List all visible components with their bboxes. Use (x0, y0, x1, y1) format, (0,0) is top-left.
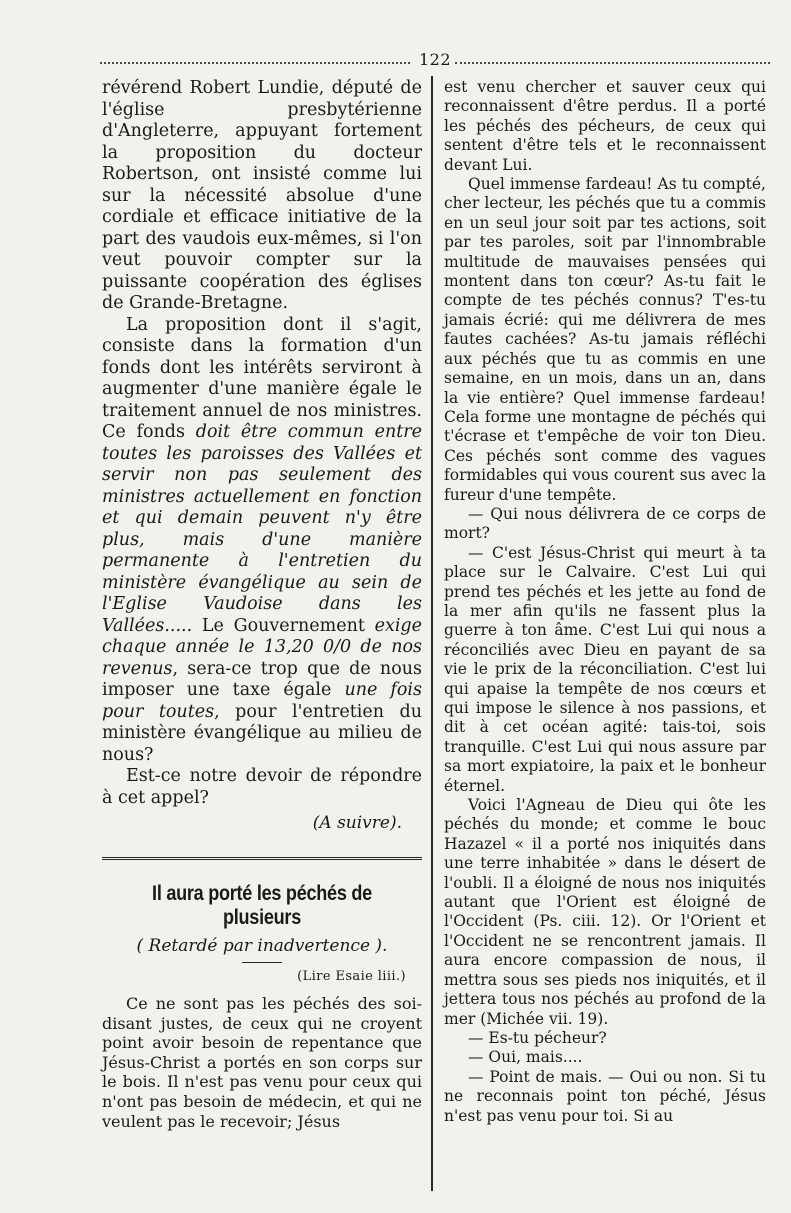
italic-run: exige chaque année le 13,20 0/0 de nos revenus (102, 615, 422, 679)
left-column (102, 78, 422, 1131)
text-run: , sera-ce trop que de nous imposer une taxe égale (102, 658, 422, 700)
paragraph: Voici l'Agneau de Dieu qui ôte les péchés du monde; et comme le bouc Hazazel « il a porté nos iniquités dans une terre inhabitée » dans le désert de l'oubli. Il a éloigné de nous nos iniquités autant que l'Orient est éloigné de l'Occident (Ps. ciii. 12). Or l'Orient et l'Occident ne se rencontrent jamais. Il aura encore compassion de nous, il mettra sous ses pieds nos iniquités, et il jettera tous nos péchés au profond de la mer (Michée vii. 19). (444, 796, 766, 1028)
italic-run: doit être commun entre toutes les paroisses des Vallées et servir non pas seulement des ministres actuellement en fonction et qui demain peuvent n'y être plus, mais d'une manière permanente à l'entretien du ministère évangélique au sein de l'Eglise Vaudoise dans les Vallées..... (102, 422, 422, 636)
text-run: Le Gouvernement (192, 615, 375, 636)
paragraph: Ce ne sont pas les péchés des soi-disant justes, de ceux qui ne croyent point avoir besoin de repentance que Jésus-Christ a portés en son corps sur le bois. Il n'est pas venu pour ceux qui n'ont pas besoin de médecin, et qui ne veulent pas le recevoir; Jésus (102, 994, 422, 1131)
paragraph: — Qui nous délivrera de ce corps de mort? (444, 504, 766, 543)
header-ornament-right (455, 58, 770, 64)
italic-run: une fois pour toutes (102, 680, 422, 722)
header-ornament-left (100, 58, 410, 64)
article-title: Il aura porté les péchés de plusieurs (152, 882, 372, 929)
paragraph: est venu chercher et sauver ceux qui reconnaissent d'être perdus. Il a porté les péchés des pécheurs, de ceux qui sentent d'être tels et le reconnaissent devant Lui. (444, 78, 766, 174)
scripture-reference: (Lire Esaie liii.) (297, 969, 406, 984)
paragraph: révérend Robert Lundie, député de l'église presbytérienne d'Angleterre, appuyant fortement la proposition du docteur Robertson, ont insisté comme lui sur la nécessité absolue d'une cordiale et efficace initiative de la part des vaudois eux-mêmes, si l'on veut pouvoir compter sur la puissante coopération des églises de Grande-Bretagne. (102, 78, 422, 313)
right-column (444, 78, 766, 1126)
paragraph: — Es-tu pécheur? (468, 1028, 607, 1047)
section-divider (102, 857, 422, 860)
article-body (102, 994, 422, 1131)
page-header (100, 50, 770, 70)
paragraph: — Point de mais. — Oui ou non. Si tu ne reconnais point ton péché, Jésus n'est pas venu pour toi. Si au (444, 1067, 766, 1125)
text-run: , pour l'entretien du ministère évangélique au milieu de nous? (102, 701, 422, 765)
paragraph: Est-ce notre devoir de répondre à cet appel? (102, 766, 422, 808)
paragraph: — Oui, mais.... (468, 1048, 583, 1067)
paragraph: — C'est Jésus-Christ qui meurt à ta place sur le Calvaire. C'est Lui qui prend tes péchés et les jette au fond de la mer afin qu'ils ne fassent plus la guerre à ton âme. C'est Lui qui nous a réconciliés avec Dieu en payant de sa vie le prix de la réconciliation. C'est lui qui apaise la tempête de nos cœurs et qui impose le silence à nos passions, et dit à cet océan agité: tais-toi, sois tranquille. C'est Lui qui nous assure par sa mort expiatoire, la paix et le bonheur éternel. (444, 543, 766, 795)
title-rule (242, 962, 282, 963)
paragraph: Quel immense fardeau! As tu compté, cher lecteur, les péchés que tu a commis en un seul jour soit par tes actions, soit par tes paroles, soit par l'innombrable multitude de mauvaises pensées qui montent dans ton cœur? As-tu fait le compte de tes péchés connus? T'es-tu jamais écrié: qui me délivrera de mes fautes cachées? As-tu jamais réfléchi aux péchés que tu as commis en une semaine, en un mois, dans un an, dans la vie entière? Quel immense fardeau! Cela forme une montagne de péchés qui t'écrase et t'empêche de voir ton Dieu. Ces péchés sont comme des vagues formidables qui vous courent sus avec la fureur d'une tempête. (444, 175, 766, 504)
article-subtitle: ( Retardé par inadvertence ). (136, 936, 388, 956)
paragraph (102, 315, 422, 767)
continuation-note: (A suivre). (312, 813, 402, 833)
page-number: 122 (418, 50, 452, 69)
column-divider (431, 76, 433, 1191)
text-run: La proposition dont il s'agit, consiste dans la formation d'un fonds dont les intérêts serviront à augmenter d'une manière égale le traitement annuel de nos ministres. Ce fonds (102, 314, 422, 442)
